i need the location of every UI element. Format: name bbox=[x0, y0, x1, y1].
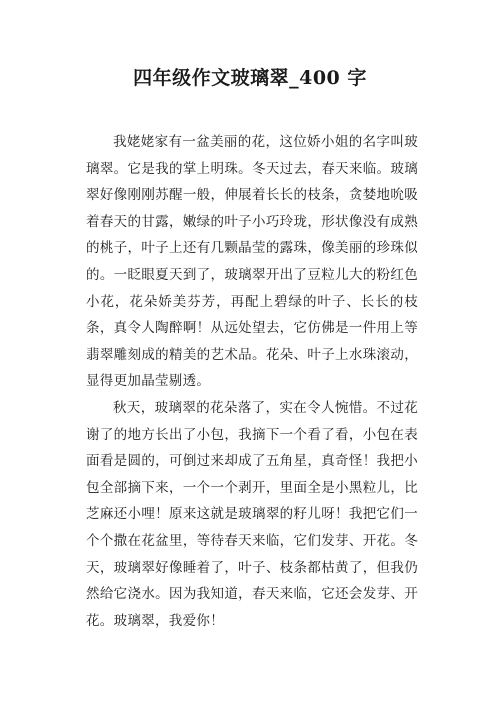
essay-body bbox=[86, 129, 418, 634]
paragraph-1: 我姥姥家有一盆美丽的花，这位娇小姐的名字叫玻璃翠。它是我的掌上明珠。冬天过去，春天来临。玻璃翠好像刚刚苏醒一般，伸展着长长的枝条，贪婪地吮吸着春天的甘露，嫩绿的叶子小巧玲珑，形状像没有成熟的桃子，叶子上还有几颗晶莹的露珠，像美丽的珍珠似的。一眨眼夏天到了，玻璃翠开出了豆粒儿大的粉红色小花，花朵娇美芬芳，再配上碧绿的叶子、长长的枝条，真令人陶醉啊！从远处望去，它仿佛是一件用上等翡翠雕刻成的精美的艺术品。花朵、叶子上水珠滚动，显得更加晶莹剔透。 bbox=[86, 134, 418, 390]
paragraph-2: 秋天，玻璃翠的花朵落了，实在令人惋惜。不过花谢了的地方长出了小包，我摘下一个看了看，小包在表面看是圆的，可倒过来却成了五角星，真奇怪！我把小包全部摘下来，一个一个剥开，里面全是小黑粒儿，比芝麻还小哩！原来这就是玻璃翠的籽儿呀！我把它们一个个撒在花盆里，等待春天来临，它们发芽、开花。冬天，玻璃翠好像睡着了，叶子、枝条都枯黄了，但我仍然给它浇水。因为我知道，春天来临，它还会发芽、开花。玻璃翠，我爱你！ bbox=[86, 399, 418, 629]
page-title: 四年级作文玻璃翠_400 字 bbox=[133, 67, 367, 89]
